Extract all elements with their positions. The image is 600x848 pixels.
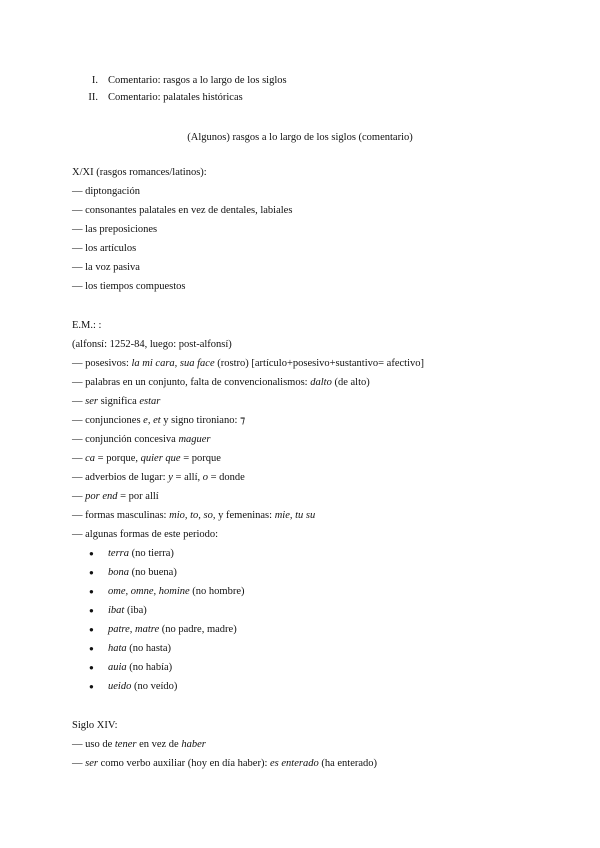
page-title: (Algunos) rasgos a lo largo de los siglos (comentario) bbox=[187, 132, 413, 143]
bullet-item: ● terra (no tierra) bbox=[72, 544, 542, 563]
list-item: — ca = porque, quier que = porque bbox=[72, 453, 221, 464]
list-item: — posesivos: la mi cara, sua face (rostro) [artículo+posesivo+sustantivo= afectivo] bbox=[72, 358, 424, 369]
list-item: — ser como verbo auxiliar (hoy en día haber): es enterado (ha enterado) bbox=[72, 758, 378, 769]
bullet-item: ● ibat (iba) bbox=[72, 601, 542, 620]
list-item: — conjunciones e, et y signo tironiano: ⁊ bbox=[72, 415, 246, 426]
bullet-icon: ● bbox=[89, 625, 94, 634]
section-siglo-xiv bbox=[72, 716, 542, 773]
bullet-icon: ● bbox=[89, 663, 94, 672]
section-heading: E.M.: : bbox=[72, 320, 102, 331]
section-subheading: (alfonsí: 1252-84, luego: post-alfonsí) bbox=[72, 339, 232, 350]
list-item: — la voz pasiva bbox=[72, 262, 140, 273]
bullet-icon: ● bbox=[89, 568, 94, 577]
bullet-item: ● ome, omne, homine (no hombre) bbox=[72, 582, 542, 601]
section-em bbox=[72, 316, 542, 696]
toc-number: I. bbox=[91, 75, 98, 86]
bullet-item: ● patre, matre (no padre, madre) bbox=[72, 620, 542, 639]
bullet-item: ● bona (no buena) bbox=[72, 563, 542, 582]
list-item: — ser significa estar bbox=[72, 396, 161, 407]
list-item: — consonantes palatales en vez de dentales, labiales bbox=[72, 205, 293, 216]
list-item: — los tiempos compuestos bbox=[72, 281, 186, 292]
list-item: — conjunción concesiva maguer bbox=[72, 434, 211, 445]
bullet-icon: ● bbox=[89, 606, 94, 615]
list-item: — las preposiciones bbox=[72, 224, 158, 235]
section-x-xi bbox=[72, 163, 542, 296]
toc-number: II. bbox=[88, 92, 98, 103]
section-heading: Siglo XIV: bbox=[72, 720, 118, 731]
toc-text: Comentario: rasgos a lo largo de los siglos bbox=[108, 75, 287, 86]
bullet-item: ● auia (no había) bbox=[72, 658, 542, 677]
list-item: — por end = por allí bbox=[72, 491, 159, 502]
bullet-item: ● ueido (no veído) bbox=[72, 677, 542, 696]
list-item: — algunas formas de este periodo: bbox=[72, 529, 219, 540]
list-item: — diptongación bbox=[72, 186, 140, 197]
list-item: — formas masculinas: mio, to, so, y femeninas: mie, tu su bbox=[72, 510, 316, 521]
list-item: — adverbios de lugar: y = allí, o = donde bbox=[72, 472, 245, 483]
bullet-item: ● hata (no hasta) bbox=[72, 639, 542, 658]
toc-text: Comentario: palatales históricas bbox=[108, 92, 243, 103]
bullet-icon: ● bbox=[89, 644, 94, 653]
bullet-icon: ● bbox=[89, 549, 94, 558]
bullet-icon: ● bbox=[89, 587, 94, 596]
section-heading: X/XI (rasgos romances/latinos): bbox=[72, 167, 207, 178]
list-item: — palabras en un conjunto, falta de convencionalismos: dalto (de alto) bbox=[72, 377, 370, 388]
list-item: — uso de tener en vez de haber bbox=[72, 739, 206, 750]
list-item: — los artículos bbox=[72, 243, 137, 254]
bullet-icon: ● bbox=[89, 682, 94, 691]
